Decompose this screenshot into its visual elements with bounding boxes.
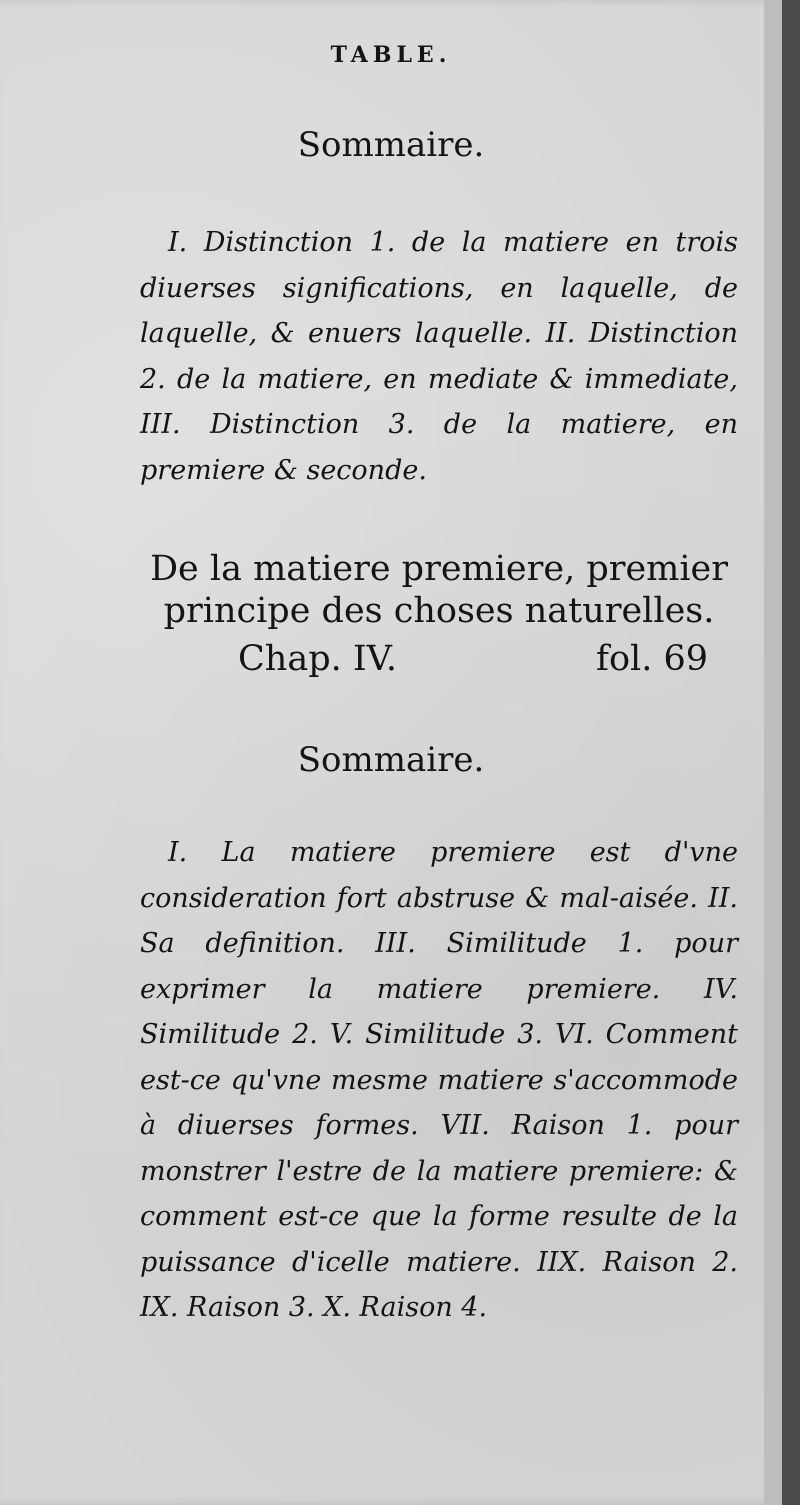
summary-paragraph: I. Distinction 1. de la matiere en trois diuerses significations, en laquelle, de laquelle, & enuers laquelle. II. Distinction 2. de la matiere, en mediate & immediate, III. Distinction 3. de la matiere, en premiere & seconde. [140, 227, 738, 486]
chapter-title: De la matiere premiere, premier principe des choses naturelles. [150, 549, 728, 631]
folio-reference: fol. 69 [595, 639, 708, 679]
sommaire-heading: Sommaire. [297, 740, 485, 780]
running-head: TABLE. [330, 42, 452, 68]
sommaire-heading: Sommaire. [297, 125, 485, 165]
chapter-number: Chap. IV. [238, 639, 397, 679]
summary-paragraph: I. La matiere premiere est d'vne consideration fort abstruse & mal-aisée. II. Sa definition. III. Similitude 1. pour exprimer la matiere premiere. IV. Similitude 2. V. Similitude 3. VI. Comment est-ce qu'vne mesme matiere s'accommode à diuerses formes. VII. Raison 1. pour monstrer l'estre de la matiere premiere: & comment est-ce que la forme resulte de la puissance d'icelle matiere. IIX. Raison 2. IX. Raison 3. X. Raison 4. [140, 837, 738, 1323]
